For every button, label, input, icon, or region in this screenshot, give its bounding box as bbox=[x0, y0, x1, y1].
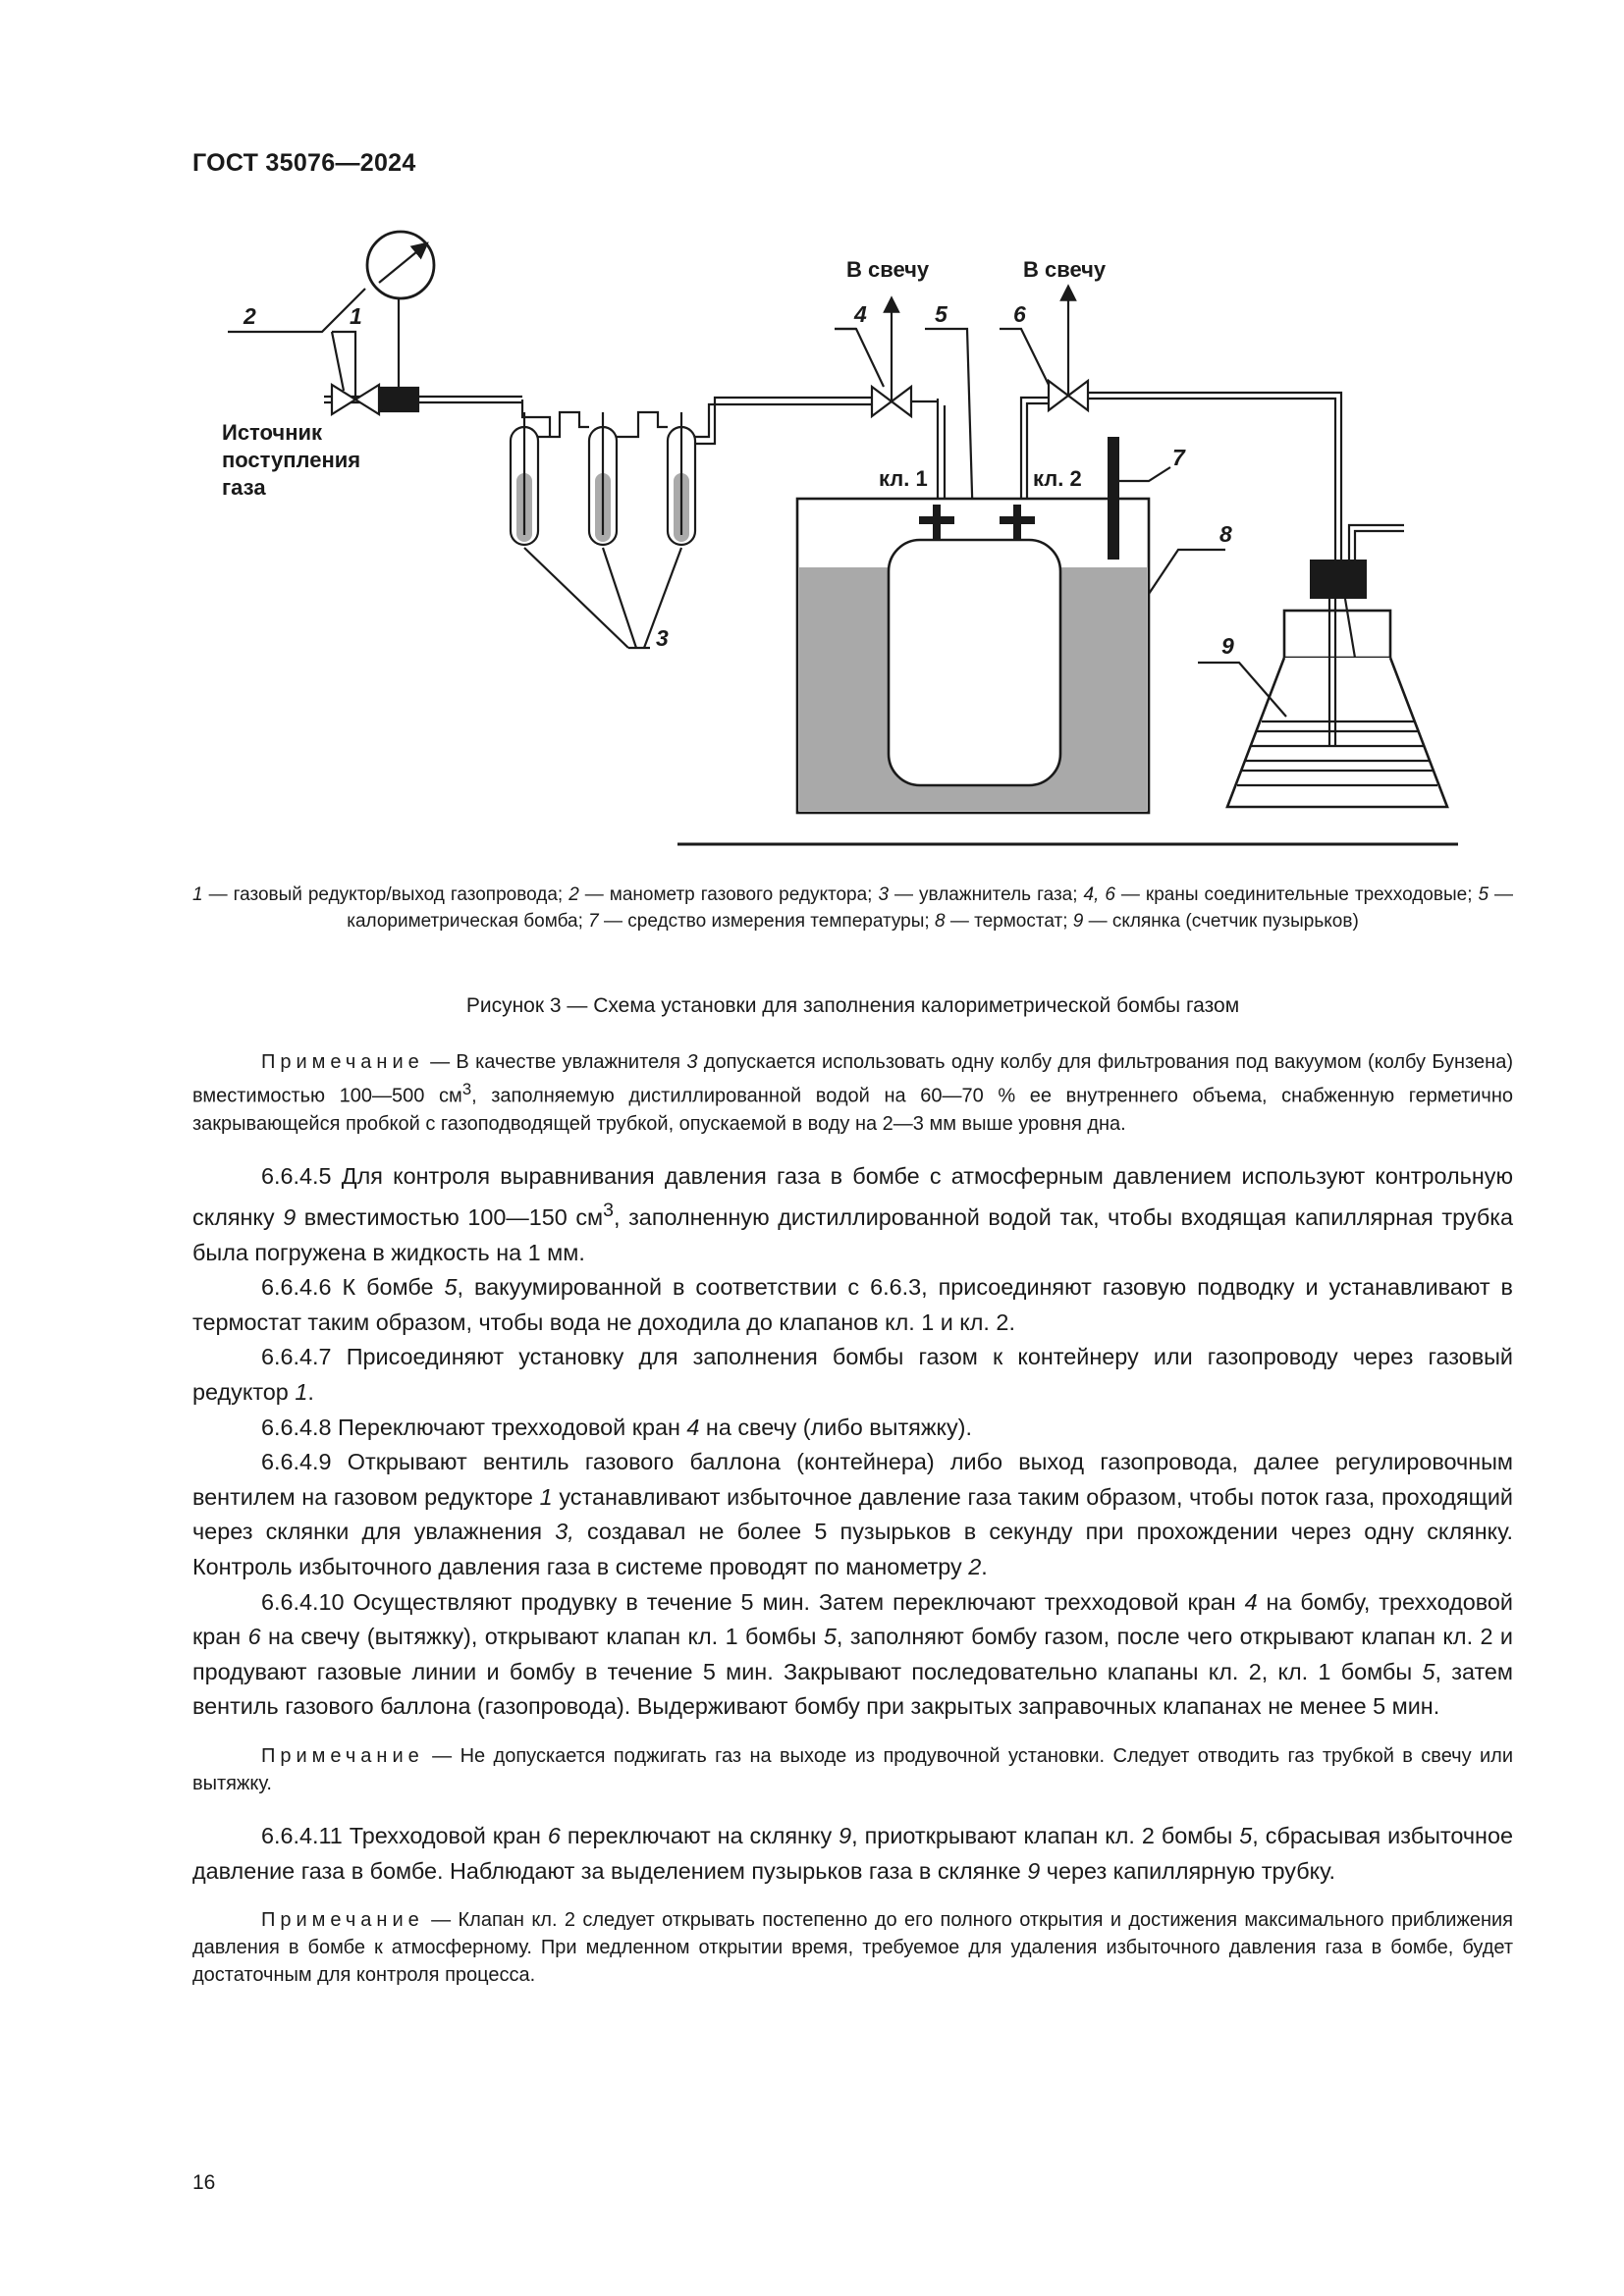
note-label: Примечание bbox=[261, 1744, 424, 1767]
note-label: Примечание bbox=[261, 1051, 424, 1073]
para-text: 6.6.4.9 Открывают вентиль газового баллона (контейнера) либо выход газопровода, далее регулировочным вентилем на газовом редукторе bbox=[192, 1449, 1513, 1510]
note-text: , заполняемую дистиллированной водой на 60—70 % ее внутреннего объема, снабженную герметично закрывающейся пробкой с газоподводящей трубкой, опускаемой в воду на 2—3 мм выше уровня дна. bbox=[192, 1085, 1513, 1135]
para-6-6-4-7 bbox=[192, 1340, 1513, 1410]
para-ref: 5 bbox=[823, 1624, 837, 1650]
para-ref: 4 bbox=[686, 1414, 700, 1440]
note-1 bbox=[192, 1048, 1513, 1138]
para-text: создавал не более 5 пузырьков в секунду при прохождении через одну склянку. Контроль избыточного давления газа в системе проводят по манометру bbox=[192, 1519, 1513, 1579]
label-9: 9 bbox=[1221, 633, 1234, 659]
para-text: 6.6.4.10 Осуществляют продувку в течение 5 мин. Затем переключают трехходовой кран bbox=[261, 1588, 1245, 1615]
label-6: 6 bbox=[1013, 301, 1026, 327]
legend-text: склянка (счетчик пузырьков) bbox=[1111, 911, 1359, 932]
legend-text: калориметрическая бомба; bbox=[347, 911, 583, 932]
para-ref: 1 bbox=[295, 1379, 308, 1406]
label-kl2: кл. 2 bbox=[1033, 466, 1082, 491]
para-text: на свечу (либо вытяжку). bbox=[699, 1414, 972, 1440]
note-3 bbox=[192, 1906, 1513, 1989]
note-text: допускается использовать одну колбу для фильтрования под вакуумом (колбу Бунзена) вместимостью 100—500 см bbox=[192, 1051, 1513, 1107]
para-text: . bbox=[307, 1379, 314, 1406]
para-ref: 5 bbox=[1239, 1822, 1253, 1848]
spacer bbox=[192, 1725, 1513, 1742]
para-text: вместимостью 100—150 см bbox=[296, 1204, 604, 1231]
para-text: 6.6.4.7 Присоединяют установку для заполнения бомбы газом к контейнеру или газопроводу через газовый редуктор bbox=[192, 1344, 1513, 1406]
para-ref: 9 bbox=[283, 1204, 297, 1231]
label-3: 3 bbox=[656, 625, 669, 651]
legend-num: 2 bbox=[568, 884, 579, 905]
para-text: , вакуумированной в соответствии с 6.6.3, присоединяют газовую подводку и устанавливают в термостат таким образом, чтобы вода не доходила до клапанов кл. 1 и кл. 2. bbox=[192, 1274, 1513, 1335]
figure-caption: Рисунок 3 — Схема установки для заполнения калориметрической бомбы газом bbox=[465, 994, 1240, 1017]
para-6-6-4-8 bbox=[192, 1411, 1513, 1446]
schematic-drawing bbox=[0, 226, 1624, 874]
legend-num: 8 bbox=[934, 911, 946, 932]
para-6-6-4-11 bbox=[192, 1819, 1513, 1889]
para-ref: 9 bbox=[839, 1822, 852, 1848]
label-source-1: Источник bbox=[222, 420, 323, 445]
para-6-6-4-5 bbox=[192, 1159, 1513, 1271]
para-6-6-4-9 bbox=[192, 1445, 1513, 1584]
spacer bbox=[192, 1889, 1513, 1906]
superscript: 3 bbox=[603, 1200, 614, 1222]
legend-text: увлажнитель газа; bbox=[919, 884, 1078, 905]
legend-text: газовый редуктор/выход газопровода; bbox=[233, 884, 564, 905]
legend-num: 1 bbox=[192, 884, 203, 905]
para-text: , затем вентиль газового баллона (газопровода). Выдерживают бомбу при закрытых заправочных клапанах не менее 5 мин. bbox=[192, 1658, 1513, 1720]
body-text bbox=[192, 1048, 1513, 2010]
note-2 bbox=[192, 1742, 1513, 1797]
label-4: 4 bbox=[854, 301, 867, 327]
para-ref: 5 bbox=[1422, 1658, 1435, 1684]
note-text: — В качестве увлажнителя bbox=[423, 1051, 687, 1073]
para-text: 6.6.4.5 Для контроля выравнивания давления газа в бомбе с атмосферным давлением используют контрольную склянку bbox=[192, 1162, 1513, 1231]
para-text: переключают на склянку bbox=[560, 1822, 839, 1848]
label-to-vent-right: В свечу bbox=[1023, 257, 1107, 282]
label-8: 8 bbox=[1219, 521, 1232, 547]
para-6-6-4-6 bbox=[192, 1270, 1513, 1340]
para-text: , приоткрывают клапан кл. 2 бомбы bbox=[851, 1822, 1240, 1848]
figure-legend: 1 — газовый редуктор/выход газопровода; 2 — манометр газового редуктора; 3 — увлажнитель газа; 4, 6 — краны соединительные трехходовые; 5 — калориметрическая бомба; 7 — средство измерения температуры; 8 — термостат; 9 — склянка (счетчик пузырьков) bbox=[192, 884, 1514, 932]
para-text: на бомбу, трехходовой кран bbox=[192, 1588, 1513, 1650]
para-text: , заполняют бомбу газом, после чего открывают клапан кл. 2 и продувают газовые линии и бомбу в течение 5 мин. Закрывают последовательно клапаны кл. 2, кл. 1 бомбы bbox=[192, 1624, 1513, 1684]
legend-num: 7 bbox=[588, 911, 599, 932]
para-ref: 4 bbox=[1244, 1588, 1258, 1615]
para-ref: 6 bbox=[247, 1624, 261, 1650]
page-number: 16 bbox=[192, 2171, 216, 2194]
label-kl1: кл. 1 bbox=[879, 466, 928, 491]
note-text: — Не допускается поджигать газ на выходе из продувочной установки. Следует отводить газ трубкой в свечу или вытяжку. bbox=[192, 1744, 1513, 1794]
para-text: 6.6.4.11 Трехходовой кран bbox=[261, 1822, 548, 1848]
para-ref: 1 bbox=[539, 1483, 553, 1510]
para-text: , заполненную дистиллированной водой так, чтобы входящая капиллярная трубка была погружена в жидкость на 1 мм. bbox=[192, 1204, 1513, 1265]
legend-text: манометр газового редуктора; bbox=[609, 884, 873, 905]
thermometer-7 bbox=[1108, 437, 1119, 560]
label-source-2: поступления bbox=[222, 448, 361, 472]
label-7: 7 bbox=[1172, 445, 1185, 470]
note-label: Примечание bbox=[261, 1909, 424, 1932]
para-ref: 3, bbox=[555, 1519, 574, 1545]
para-ref: 2 bbox=[968, 1553, 982, 1579]
note-ref: 3 bbox=[686, 1051, 698, 1073]
label-1: 1 bbox=[350, 303, 362, 329]
legend-num: 5 bbox=[1478, 884, 1489, 905]
para-ref: 5 bbox=[444, 1274, 458, 1301]
label-5: 5 bbox=[935, 301, 947, 327]
figure-3-schematic bbox=[0, 226, 1624, 874]
superscript: 3 bbox=[461, 1080, 472, 1098]
tee-fitting bbox=[381, 388, 418, 411]
para-text: . bbox=[981, 1553, 988, 1579]
document-header: ГОСТ 35076—2024 bbox=[192, 149, 416, 177]
bubble-counter-flask-9 bbox=[1227, 525, 1447, 807]
legend-num: 9 bbox=[1072, 911, 1084, 932]
label-to-vent-left: В свечу bbox=[846, 257, 930, 282]
para-text: устанавливают избыточное давление газа таким образом, чтобы поток газа, проходящий через склянки для увлажнения bbox=[192, 1483, 1513, 1545]
para-6-6-4-10 bbox=[192, 1585, 1513, 1725]
three-way-valve-4 bbox=[872, 387, 892, 416]
legend-text: краны соединительные трехходовые; bbox=[1145, 884, 1473, 905]
para-text: через капиллярную трубку. bbox=[1040, 1857, 1335, 1884]
legend-num: 3 bbox=[878, 884, 890, 905]
legend-text: средство измерения температуры; bbox=[627, 911, 930, 932]
calorimetric-bomb-5 bbox=[889, 540, 1060, 785]
para-text: , сбрасывая избыточное давление газа в бомбе. Наблюдают за выделением пузырьков газа в склянке bbox=[192, 1822, 1513, 1884]
para-ref: 6 bbox=[547, 1822, 561, 1848]
para-ref: 9 bbox=[1027, 1857, 1041, 1884]
para-text: 6.6.4.8 Переключают трехходовой кран bbox=[261, 1414, 687, 1440]
para-text: 6.6.4.6 К бомбе bbox=[261, 1274, 445, 1301]
label-2: 2 bbox=[244, 303, 256, 329]
three-way-valve-6 bbox=[1049, 381, 1068, 410]
note-text: — Клапан кл. 2 следует открывать постепенно до его полного открытия и достижения максимального приближения давления в бомбе к атмосферному. При медленном открытии время, требуемое для удаления избыточного давления газа в бомбе, будет достаточным для контроля процесса. bbox=[192, 1909, 1513, 1987]
label-source-3: газа bbox=[222, 475, 266, 500]
legend-text: термостат; bbox=[974, 911, 1068, 932]
legend-num: 4, 6 bbox=[1083, 884, 1115, 905]
para-text: на свечу (вытяжку), открывают клапан кл. 1 бомбы bbox=[260, 1624, 824, 1650]
